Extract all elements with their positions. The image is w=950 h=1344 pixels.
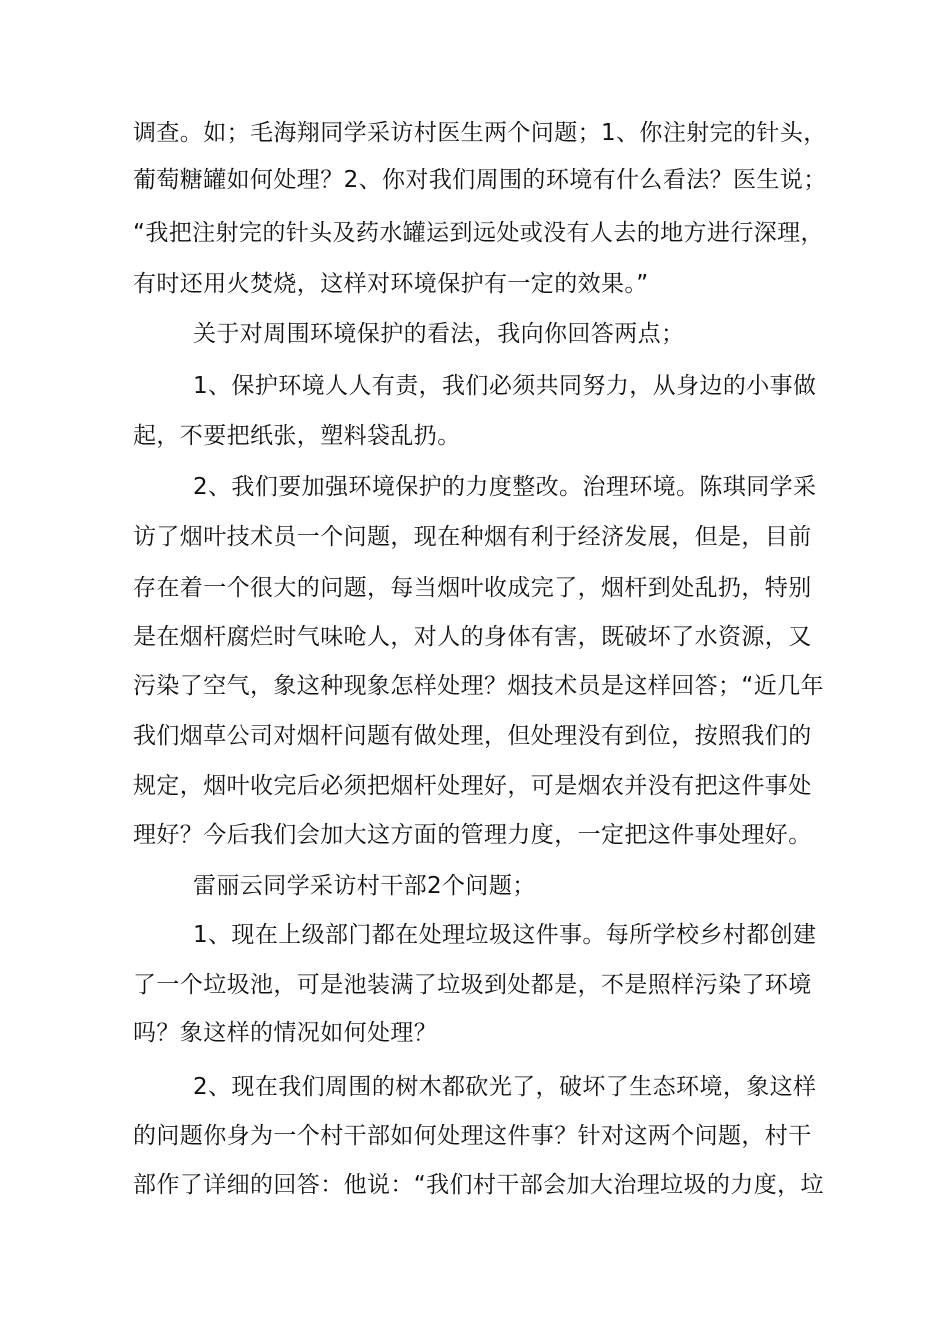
text-line: 葡萄糖罐如何处理？2、你对我们周围的环境有什么看法？医生说； (133, 167, 827, 193)
text-line: 的问题你身为一个村干部如何处理这件事？针对这两个问题，村干 (133, 1123, 812, 1149)
text-line: 了一个垃圾池，可是池装满了垃圾到处都是，不是照样污染了环境 (133, 972, 812, 998)
text-line: 理好？今后我们会加大这方面的管理力度，一定把这件事处理好。 (133, 822, 812, 848)
text-line: 1、保护环境人人有责，我们必须共同努力，从身边的小事做 (193, 373, 817, 399)
text-line: 有时还用火焚烧，这样对环境保护有一定的效果。” (133, 271, 649, 297)
text-line: 规定，烟叶收完后必须把烟杆处理好，可是烟农并没有把这件事处 (133, 773, 812, 799)
text-line: 污染了空气，象这种现象怎样处理？烟技术员是这样回答；“近几年 (133, 673, 824, 699)
text-line: 访了烟叶技术员一个问题，现在种烟有利于经济发展，但是，目前 (133, 524, 812, 550)
text-line: 调查。如；毛海翔同学采访村医生两个问题；1、你注射完的针头， (133, 120, 827, 146)
text-line: 雷丽云同学采访村干部2个问题； (193, 873, 536, 899)
text-line: 部作了详细的回答：他说：“我们村干部会加大治理垃圾的力度，垃 (133, 1172, 824, 1198)
text-line: 是在烟杆腐烂时气味呛人，对人的身体有害，既破坏了水资源，又 (133, 624, 812, 650)
text-line: 我们烟草公司对烟杆问题有做处理，但处理没有到位，按照我们的 (133, 723, 812, 749)
text-line: 2、现在我们周围的树木都砍光了，破坏了生态环境，象这样 (193, 1074, 817, 1100)
text-line: 关于对周围环境保护的看法，我向你回答两点； (193, 321, 685, 347)
text-line: 吗？象这样的情况如何处理？ (133, 1020, 438, 1046)
text-line: 起，不要把纸张，塑料袋乱扔。 (133, 423, 461, 449)
text-line: 1、现在上级部门都在处理垃圾这件事。每所学校乡村都创建 (193, 922, 817, 948)
text-line: 2、我们要加强环境保护的力度整改。治理环境。陈琪同学采 (193, 474, 817, 500)
text-line: 存在着一个很大的问题，每当烟叶收成完了，烟杆到处乱扔，特别 (133, 575, 812, 601)
text-line: “我把注射完的针头及药水罐运到远处或没有人去的地方进行深理， (133, 220, 824, 246)
